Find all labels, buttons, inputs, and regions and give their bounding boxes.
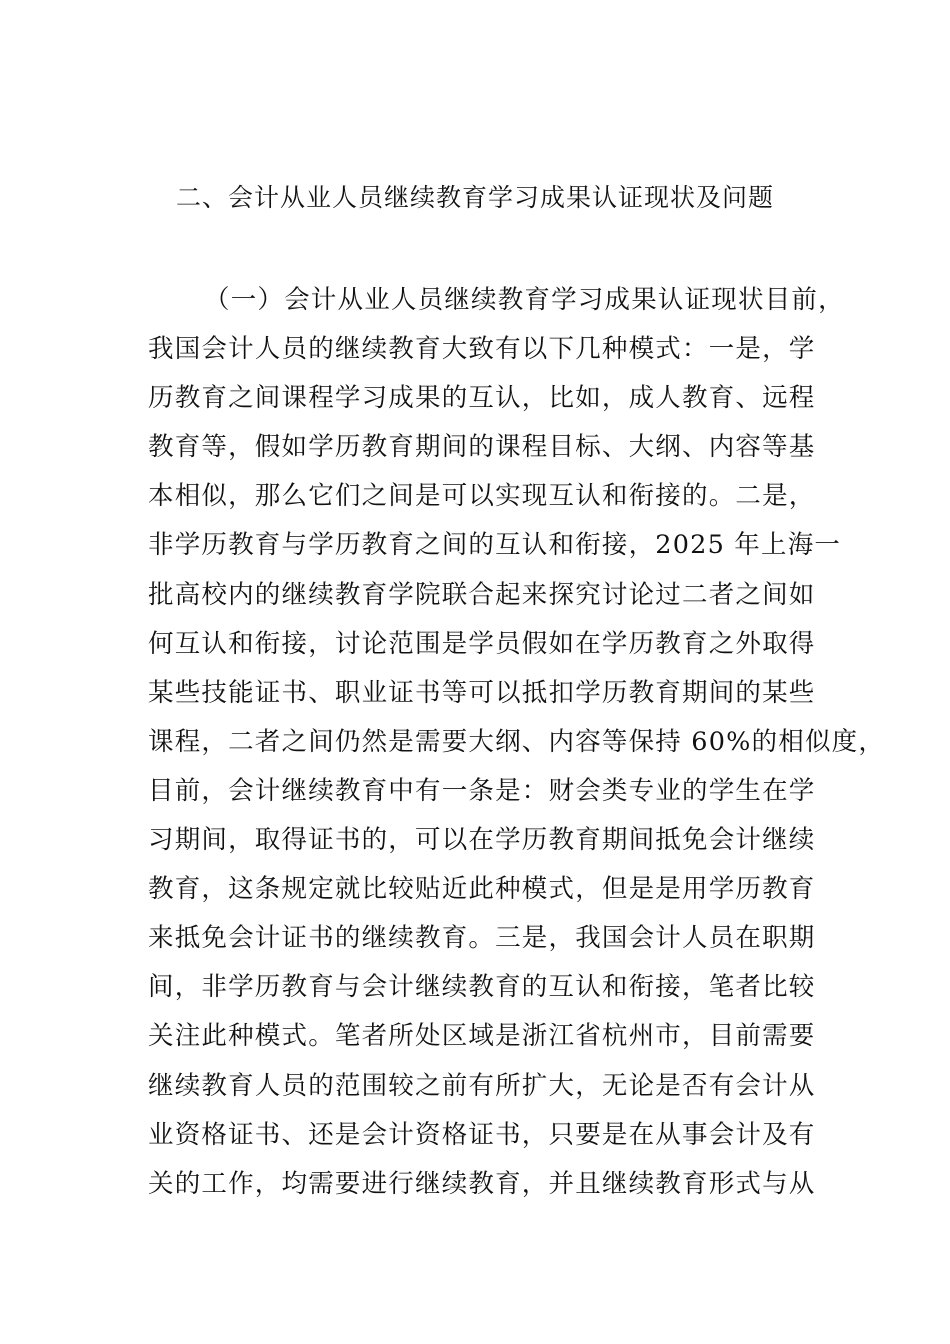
paragraph-line: 何互认和衔接，讨论范围是学员假如在学历教育之外取得 xyxy=(148,628,816,659)
paragraph-line: 业资格证书、还是会计资格证书，只要是在从事会计及有 xyxy=(148,1119,816,1150)
body-paragraph xyxy=(148,280,886,1213)
paragraph-line: 某些技能证书、职业证书等可以抵扣学历教育期间的某些 xyxy=(148,677,816,708)
paragraph-line: 课程，二者之间仍然是需要大纲、内容等保持 60%的相似度， xyxy=(148,726,886,757)
paragraph-line: 历教育之间课程学习成果的互认，比如，成人教育、远程 xyxy=(148,383,816,414)
paragraph-line: 继续教育人员的范围较之前有所扩大，无论是否有会计从 xyxy=(148,1070,816,1101)
paragraph-line: 教育等，假如学历教育期间的课程目标、大纲、内容等基 xyxy=(148,432,816,463)
paragraph-line: 关的工作，均需要进行继续教育，并且继续教育形式与从 xyxy=(148,1168,816,1199)
paragraph-line: 非学历教育与学历教育之间的互认和衔接，2025 年上海一 xyxy=(148,530,842,561)
paragraph-line: 教育，这条规定就比较贴近此种模式，但是是用学历教育 xyxy=(148,874,816,905)
paragraph-line: 间，非学历教育与会计继续教育的互认和衔接，笔者比较 xyxy=(148,972,816,1003)
paragraph-line: 目前，会计继续教育中有一条是：财会类专业的学生在学 xyxy=(148,775,816,806)
paragraph-line: 批高校内的继续教育学院联合起来探究讨论过二者之间如 xyxy=(148,579,816,610)
paragraph-line: 本相似，那么它们之间是可以实现互认和衔接的。二是， xyxy=(148,481,816,512)
paragraph-line: 习期间，取得证书的，可以在学历教育期间抵免会计继续 xyxy=(148,825,816,856)
section-heading: 二、会计从业人员继续教育学习成果认证现状及问题 xyxy=(175,183,774,212)
paragraph-line: 来抵免会计证书的继续教育。三是，我国会计人员在职期 xyxy=(148,923,816,954)
paragraph-line: 我国会计人员的继续教育大致有以下几种模式：一是，学 xyxy=(148,334,816,365)
paragraph-line: 关注此种模式。笔者所处区域是浙江省杭州市，目前需要 xyxy=(148,1021,816,1052)
paragraph-line: （一）会计从业人员继续教育学习成果认证现状目前， xyxy=(204,285,845,315)
